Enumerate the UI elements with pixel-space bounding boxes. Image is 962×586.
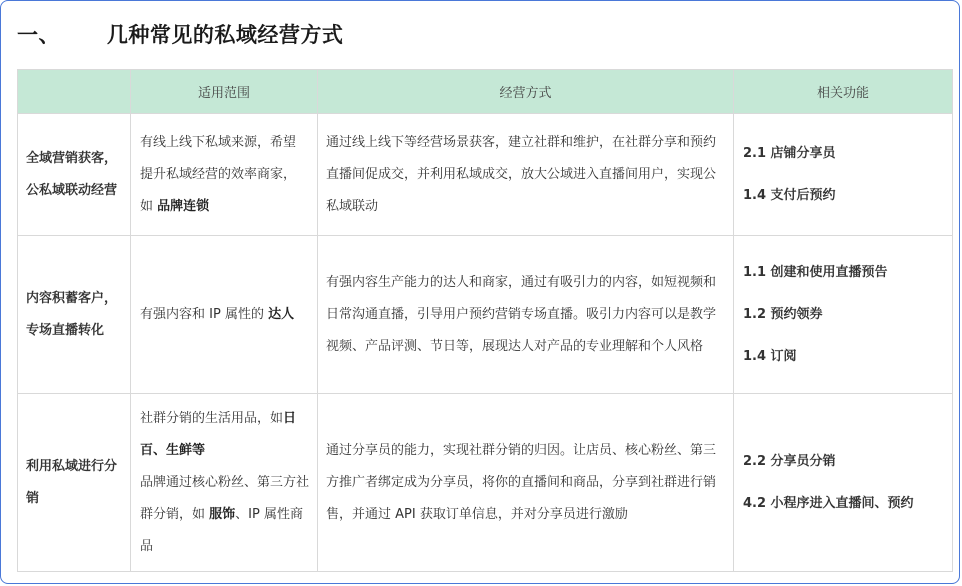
- scope-highlight: 日百、生鲜等: [140, 410, 297, 458]
- row-mode: 通过分享员的能力，实现社群分销的归因。让店员、核心粉丝、第三方推广者绑定成为分享员，将你的直播间和商品，分享到社群进行销售，并通过 API 获取订单信息，并对分享员进行激励: [318, 394, 734, 572]
- row-mode: 通过线上线下等经营场景获客，建立社群和维护，在社群分享和预约直播间促成交，并利用私域成交，放大公域进入直播间用户，实现公私域联动: [318, 114, 734, 236]
- table-header-row: [18, 70, 953, 114]
- table-row: [18, 394, 953, 572]
- header-mode: 经营方式: [318, 70, 734, 114]
- table-row: [18, 114, 953, 236]
- operations-table: [17, 69, 953, 572]
- header-category: [18, 70, 131, 114]
- feature-item: 4.2 小程序进入直播间、预约: [743, 495, 914, 511]
- row-category: 全域营销获客，公私域联动经营: [18, 114, 131, 236]
- feature-item: 1.4 支付后预约: [743, 187, 836, 203]
- row-features: [734, 114, 953, 236]
- table-row: [18, 236, 953, 394]
- scope-highlight: 服饰: [209, 506, 236, 522]
- feature-item: 1.1 创建和使用直播预告: [743, 264, 888, 280]
- row-features: [734, 394, 953, 572]
- row-scope: 有强内容和 IP 属性的 达人: [131, 236, 318, 394]
- row-scope: 有线上线下私域来源，希望提升私域经营的效率商家，如 品牌连锁: [131, 114, 318, 236]
- header-features: 相关功能: [734, 70, 953, 114]
- heading-number: 一、: [17, 23, 60, 47]
- header-scope: 适用范围: [131, 70, 318, 114]
- feature-item: 2.1 店铺分享员: [743, 145, 836, 161]
- row-category: 内容积蓄客户，专场直播转化: [18, 236, 131, 394]
- heading-title: 几种常见的私域经营方式: [106, 23, 344, 47]
- row-features: [734, 236, 953, 394]
- section-heading: [17, 19, 343, 49]
- scope-highlight: 达人: [268, 306, 295, 322]
- feature-item: 1.2 预约领券: [743, 306, 823, 322]
- row-category: 利用私域进行分销: [18, 394, 131, 572]
- feature-item: 1.4 订阅: [743, 348, 797, 364]
- scope-highlight: 品牌连锁: [157, 198, 210, 214]
- row-mode: 有强内容生产能力的达人和商家，通过有吸引力的内容，如短视频和日常沟通直播，引导用户预约营销专场直播。吸引力内容可以是教学视频、产品评测、节日等，展现达人对产品的专业理解和个人风格: [318, 236, 734, 394]
- feature-item: 2.2 分享员分销: [743, 453, 836, 469]
- row-scope: 社群分销的生活用品，如日百、生鲜等 品牌通过核心粉丝、第三方社群分销，如 服饰、IP 属性商品: [131, 394, 318, 572]
